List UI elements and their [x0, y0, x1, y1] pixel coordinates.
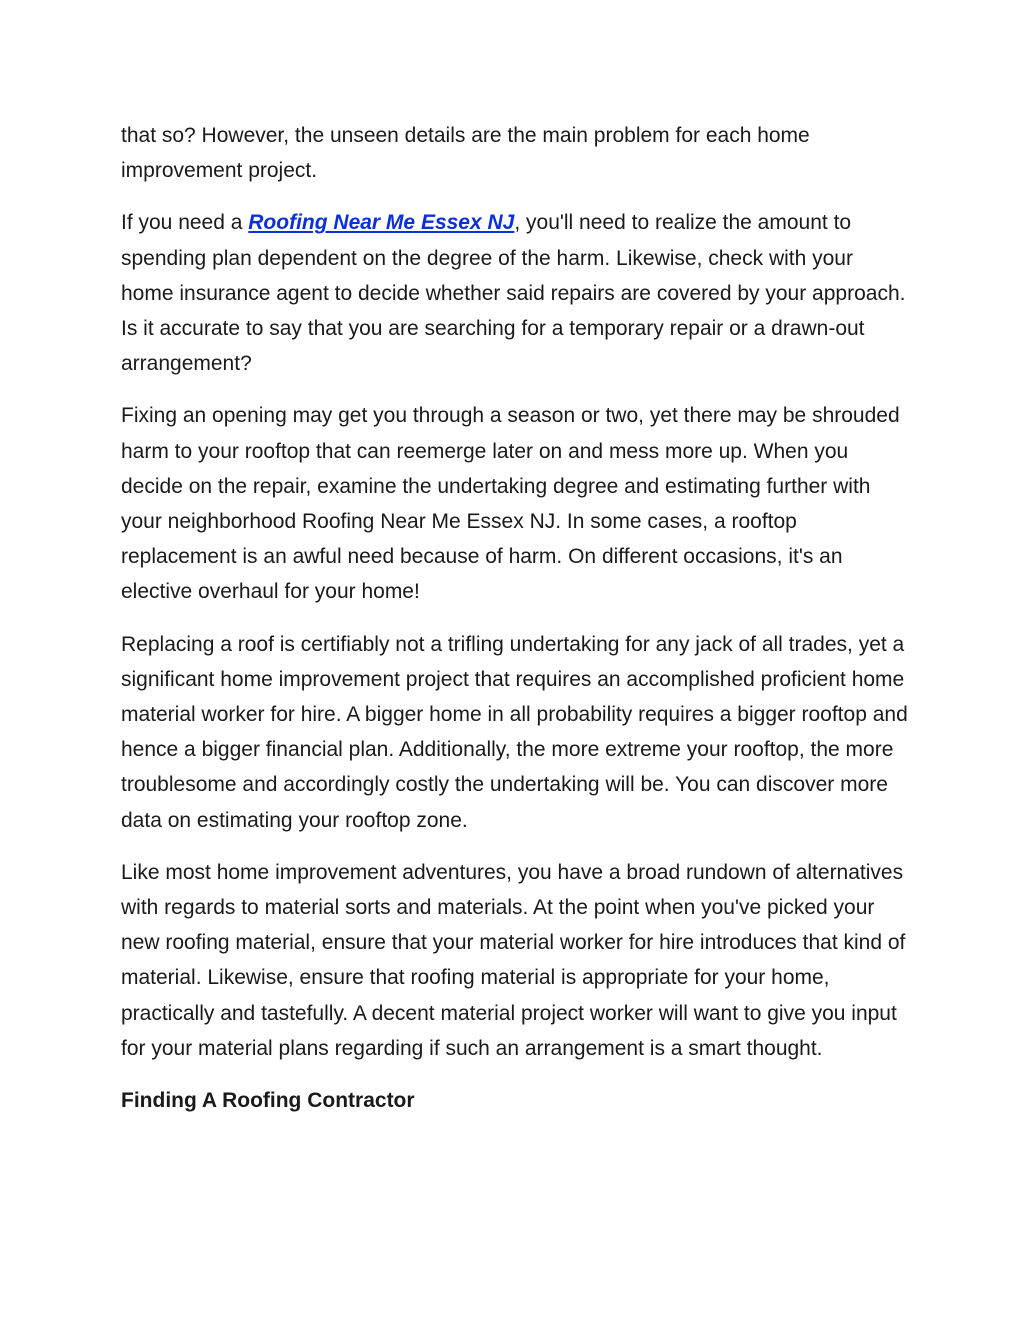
section-heading: Finding A Roofing Contractor: [121, 1089, 415, 1113]
paragraph-replacing-roof: Replacing a roof is certifiably not a trifling undertaking for any jack of all trades, yet a significant home improvement project that requires an accomplished proficient home material worker for hire. A bigger home in all probability requires a bigger rooftop and hence a bigger financial plan. Additionally, the more extreme your rooftop, the more troublesome and accordingly costly the undertaking will be. You can discover more data on estimating your rooftop zone.: [121, 632, 908, 832]
paragraph-material-alternatives: Like most home improvement adventures, you have a broad rundown of alternatives with regards to material sorts and materials. At the point when you've picked your new roofing material, ensure that your material worker for hire introduces that kind of material. Likewise, ensure that roofing material is appropriate for your home, practically and tastefully. A decent material project worker will want to give you input for your material plans regarding if such an arrangement is a smart thought.: [121, 860, 906, 1060]
paragraph-text-after-link: , you'll need to realize the amount to spending plan dependent on the degree of the harm. Likewise, check with your home insurance agent to decide whether said repairs are covered by your approach. Is it accurate to say that you are searching for a temporary repair or a drawn-out arrangement?: [121, 211, 906, 376]
paragraph-fixing-opening: Fixing an opening may get you through a season or two, yet there may be shrouded harm to your rooftop that can reemerge later on and mess more up. When you decide on the repair, examine the undertaking degree and estimating further with your neighborhood Roofing Near Me Essex NJ. In some cases, a rooftop replacement is an awful need because of harm. On different occasions, it's an elective overhaul for your home!: [121, 404, 900, 604]
paragraph-intro-continuation: that so? However, the unseen details are the main problem for each home improvement project.: [121, 124, 810, 183]
paragraph-roofing-budget: [121, 205, 911, 381]
document-body: [121, 118, 911, 1135]
paragraph-text-before-link: If you need a: [121, 211, 249, 235]
roofing-near-me-essex-nj-link[interactable]: Roofing Near Me Essex NJ: [248, 211, 515, 235]
